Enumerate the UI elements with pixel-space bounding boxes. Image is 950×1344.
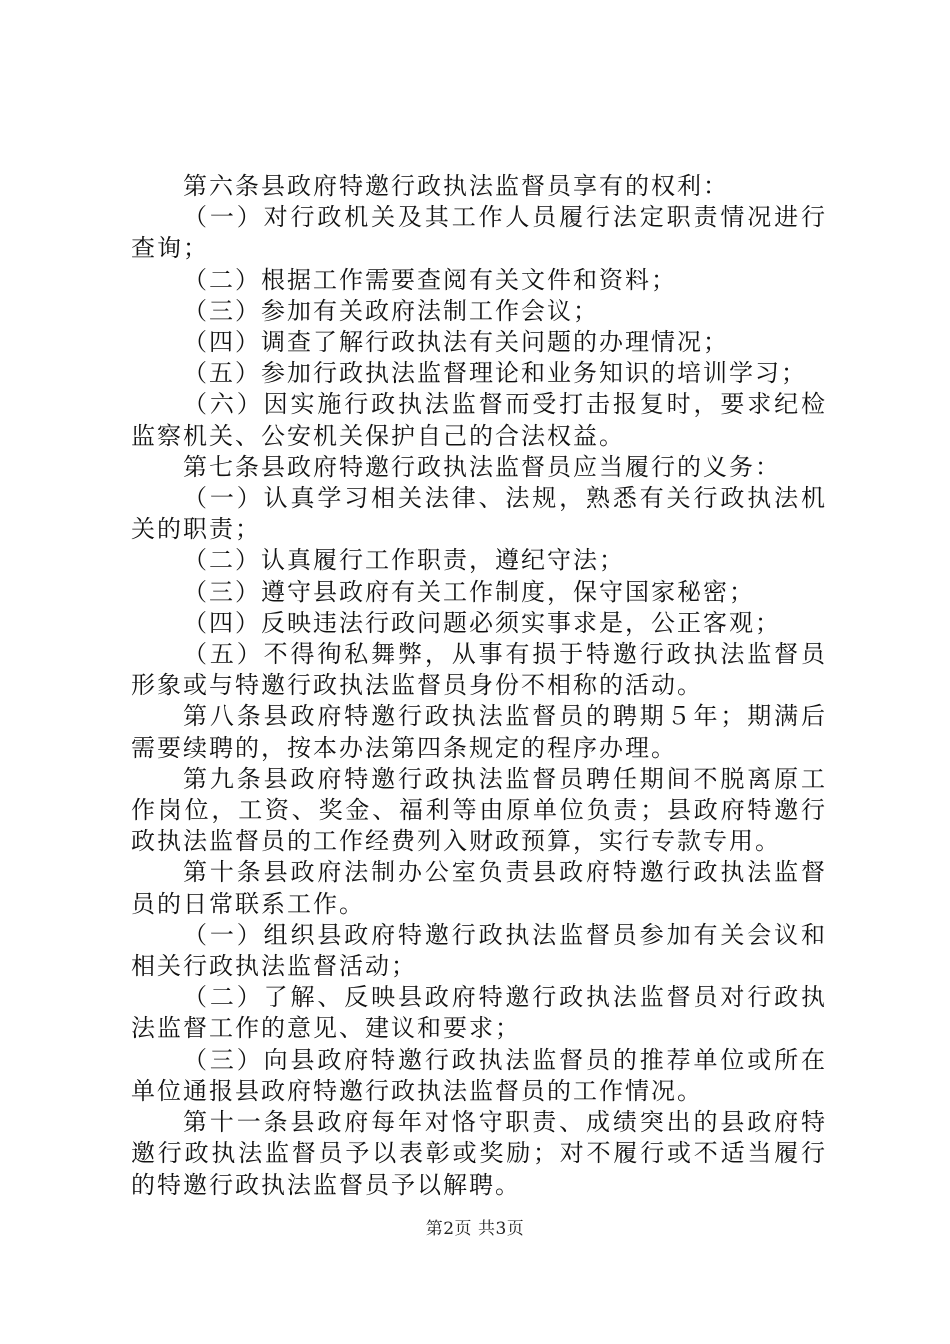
paragraph: （二）认真履行工作职责，遵纪守法； (183, 546, 625, 575)
paragraph: 第六条县政府特邀行政执法监督员享有的权利： (183, 172, 729, 200)
paragraph: （五）参加行政执法监督理论和业务知识的培训学习； (183, 359, 807, 388)
paragraph: （四）反映违法行政问题必须实事求是，公正客观； (183, 608, 781, 637)
paragraph: （三）参加有关政府法制工作会议； (183, 296, 599, 325)
paragraph: （一）认真学习相关法律、法规，熟悉有关行政执法机关的职责； (131, 484, 827, 544)
paragraph: （一）组织县政府特邀行政执法监督员参加有关会议和相关行政执法监督活动； (131, 920, 827, 981)
document-body (131, 171, 827, 1201)
paragraph: 第十条县政府法制办公室负责县政府特邀行政执法监督员的日常联系工作。 (131, 858, 827, 918)
paragraph: 第十一条县政府每年对恪守职责、成绩突出的县政府特邀行政执法监督员予以表彰或奖励；对不履行或不适当履行的特邀行政执法监督员予以解聘。 (131, 1108, 827, 1199)
paragraph: 第七条县政府特邀行政执法监督员应当履行的义务： (183, 452, 781, 481)
paragraph: 第八条县政府特邀行政执法监督员的聘期５年；期满后需要续聘的，按本办法第四条规定的程序办理。 (131, 702, 827, 762)
paragraph: 第九条县政府特邀行政执法监督员聘任期间不脱离原工作岗位，工资、奖金、福利等由原单位负责；县政府特邀行政执法监督员的工作经费列入财政预算，实行专款专用。 (131, 764, 827, 856)
paragraph: （三）向县政府特邀行政执法监督员的推荐单位或所在单位通报县政府特邀行政执法监督员的工作情况。 (131, 1045, 827, 1105)
paragraph: （一）对行政机关及其工作人员履行法定职责情况进行查询； (131, 203, 827, 263)
paragraph: （三）遵守县政府有关工作制度，保守国家秘密； (183, 577, 755, 606)
paragraph: （五）不得徇私舞弊，从事有损于特邀行政执法监督员形象或与特邀行政执法监督员身份不相称的活动。 (131, 640, 827, 700)
paragraph: （二）了解、反映县政府特邀行政执法监督员对行政执法监督工作的意见、建议和要求； (131, 983, 827, 1043)
paragraph: （二）根据工作需要查阅有关文件和资料； (183, 265, 677, 294)
paragraph: （四）调查了解行政执法有关问题的办理情况； (183, 328, 729, 357)
page-footer: 第2页 共3页 (425, 1219, 525, 1239)
paragraph: （六）因实施行政执法监督而受打击报复时，要求纪检监察机关、公安机关保护自己的合法权益。 (131, 390, 827, 450)
